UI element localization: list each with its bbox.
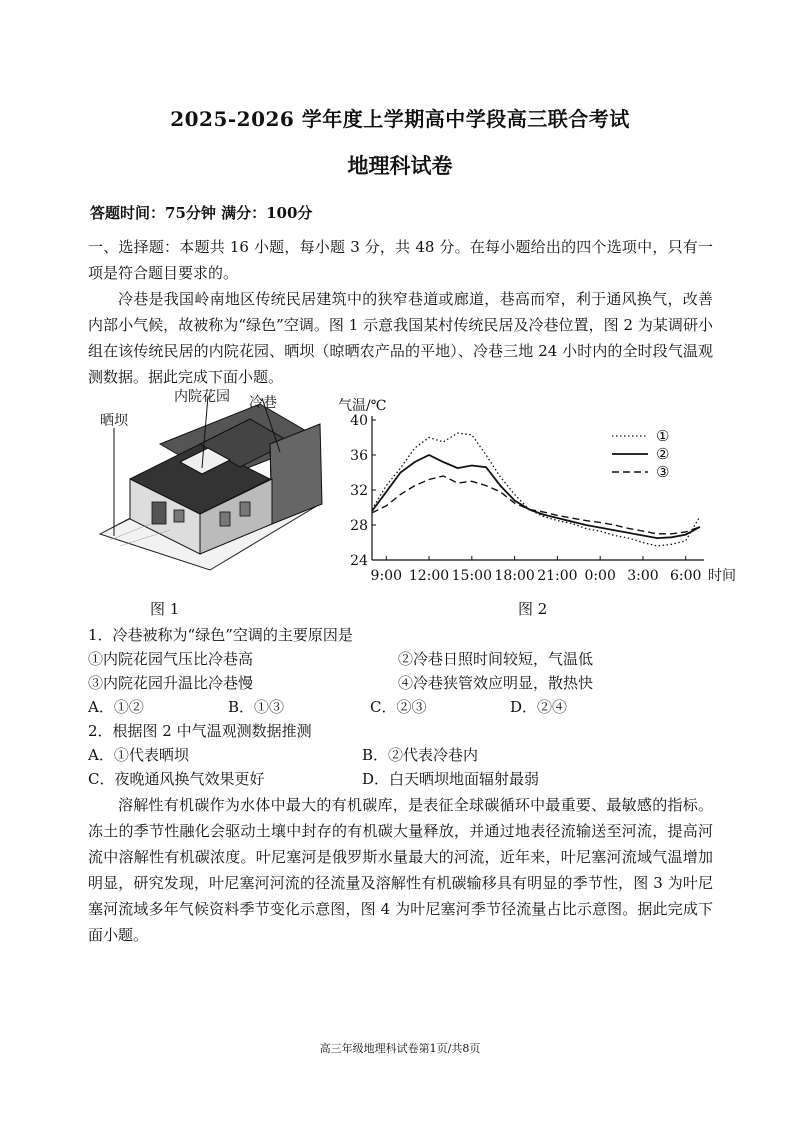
q2-option-a[interactable]: A．①代表晒坝 <box>88 746 189 764</box>
page-footer: 高三年级地理科试卷第1页/共8页 <box>319 1042 481 1055</box>
exam-subject: 地理科试卷 <box>347 153 453 178</box>
legend-label-3: ③ <box>656 463 670 481</box>
series-line-2 <box>372 455 700 538</box>
q2-option-c[interactable]: C．夜晚通风换气效果更好 <box>88 770 265 788</box>
x-axis-label: 时间 <box>708 568 736 584</box>
label-alley: 冷巷 <box>249 395 277 411</box>
x-tick-label: 21:00 <box>537 568 578 584</box>
q1-statement-1: ①内院花园气压比冷巷高 <box>88 650 254 668</box>
q1-option-d[interactable]: D．②④ <box>510 698 568 716</box>
series-line-3 <box>372 476 700 534</box>
legend-label-1: ① <box>656 427 670 445</box>
series-line-1 <box>372 433 700 546</box>
q2-option-d[interactable]: D．白天晒坝地面辐射最弱 <box>362 770 540 788</box>
q2-option-b[interactable]: B．②代表冷巷内 <box>362 746 479 764</box>
x-tick-label: 0:00 <box>584 568 616 584</box>
y-tick-label: 36 <box>350 448 368 464</box>
q2-stem: 2．根据图 2 中气温观测数据推测 <box>88 722 312 740</box>
y-tick-label: 28 <box>350 518 368 534</box>
x-tick-label: 9:00 <box>370 568 402 584</box>
x-tick-label: 12:00 <box>408 568 450 584</box>
label-drying-ground: 晒坝 <box>100 413 128 429</box>
label-courtyard: 内院花园 <box>174 389 230 405</box>
x-tick-label: 15:00 <box>451 568 493 584</box>
exam-meta: 答题时间：75分钟 满分：100分 <box>90 204 313 222</box>
legend-label-2: ② <box>656 445 670 463</box>
x-tick-label: 6:00 <box>670 568 702 584</box>
figure-1-caption: 图 1 <box>150 600 180 618</box>
q1-statement-2: ②冷巷日照时间较短，气温低 <box>398 650 594 668</box>
figure-2-chart <box>330 388 736 593</box>
q1-stem: 1．冷巷被称为“绿色”空调的主要原因是 <box>88 626 353 644</box>
section-instructions: 一、选择题：本题共 16 小题，每小题 3 分，共 48 分。在每小题给出的四个选项中，只有一项是符合题目要求的。 <box>88 238 713 282</box>
q1-statement-4: ④冷巷狭管效应明显，散热快 <box>398 674 594 692</box>
y-tick-label: 40 <box>350 413 368 429</box>
y-axis-label: 气温/℃ <box>338 398 387 414</box>
q1-option-a[interactable]: A．①② <box>88 698 144 716</box>
exam-title: 2025-2026 学年度上学期高中学段高三联合考试 <box>170 107 630 131</box>
passage-1: 冷巷是我国岭南地区传统民居建筑中的狭窄巷道或廊道，巷高而窄，利于通风换气，改善内部小气候，故被称为“绿色”空调。图 1 示意我国某村传统民居及冷巷位置，图 2 为某调研小组在该传统民居的内院花园、晒坝（晾晒农产品的平地）、冷巷三地 24 小时内的全时段气温观测数据。据此完成下面小题。 <box>88 290 713 386</box>
q1-statement-3: ③内院花园升温比冷巷慢 <box>88 674 254 692</box>
passage-2: 溶解性有机碳作为水体中最大的有机碳库，是表征全球碳循环中最重要、最敏感的指标。冻土的季节性融化会驱动土壤中封存的有机碳大量释放，并通过地表径流输送至河流，提高河流中溶解性有机碳浓度。叶尼塞河是俄罗斯水量最大的河流，近年来，叶尼塞河流域气温增加明显，研究发现，叶尼塞河河流的径流量及溶解性有机碳输移具有明显的季节性，图 3 为叶尼塞河流域多年气候资料季节变化示意图，图 4 为叶尼塞河季节径流量占比示意图。据此完成下面小题。 <box>88 796 713 944</box>
figure-2-caption: 图 2 <box>518 600 548 618</box>
q1-option-c[interactable]: C．②③ <box>370 698 427 716</box>
x-tick-label: 3:00 <box>627 568 659 584</box>
y-tick-label: 24 <box>350 553 368 569</box>
q1-option-b[interactable]: B．①③ <box>228 698 285 716</box>
y-tick-label: 32 <box>350 483 368 499</box>
x-tick-label: 18:00 <box>494 568 535 584</box>
